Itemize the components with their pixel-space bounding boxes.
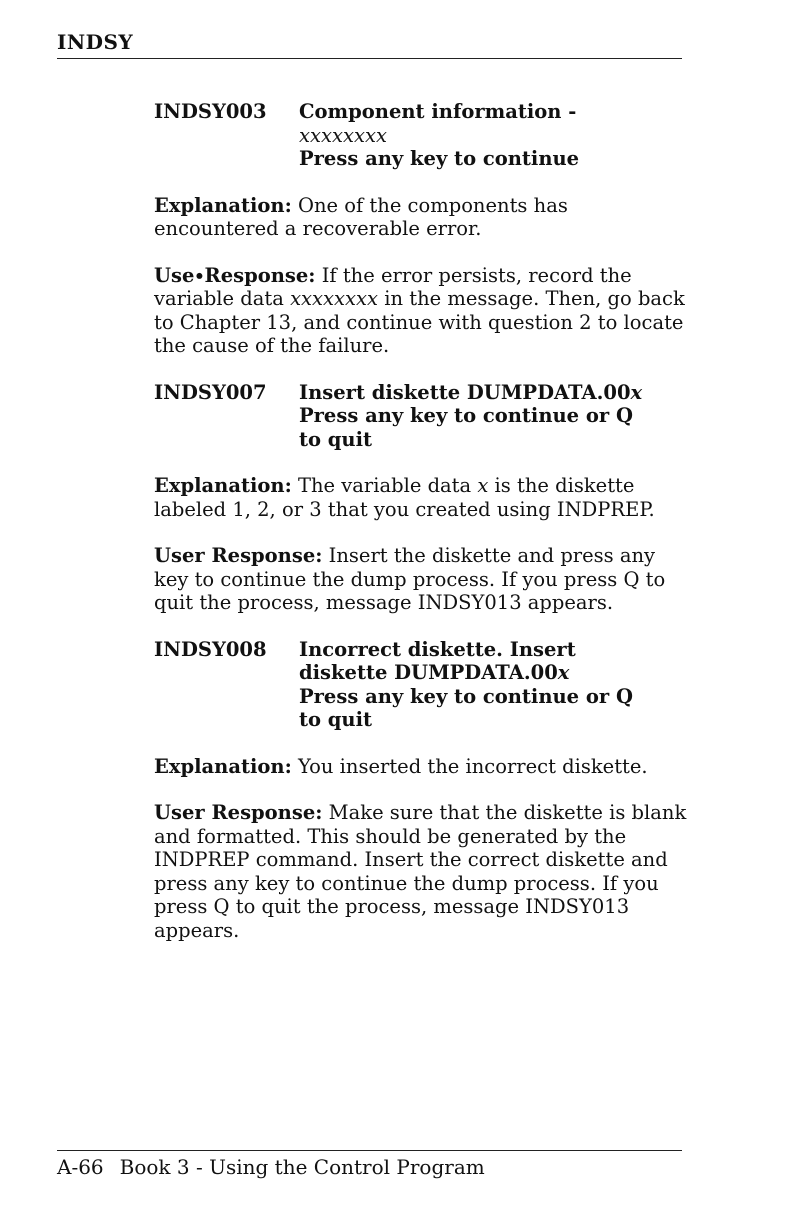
message-variable: x [630,380,643,404]
user-response-text: in the message. Then, go back to Chapter 13, and continue with question 2 to locate the cause of the failure. [154,287,685,357]
message-id: INDSY003 [154,100,267,123]
explanation-label: Explanation: [154,474,292,497]
explanation-paragraph [154,194,694,241]
message-text-line: to quit [299,708,373,731]
message-text [299,100,694,171]
explanation-variable: x [477,474,489,497]
message-text-line [299,661,694,685]
page-footer [57,1150,682,1179]
user-response-paragraph [154,801,694,942]
message-text-fragment: Insert diskette DUMPDATA.00 [299,380,631,404]
message-text-line: to quit [299,427,373,451]
message-text-line: Press any key to continue [299,147,580,170]
user-response-text: If the error persists, record the variable data [154,263,632,310]
user-response-variable: xxxxxxxx [290,287,379,310]
explanation-paragraph [154,474,694,521]
message-text [299,381,694,452]
message-variable: xxxxxxxx [299,123,387,147]
user-response-paragraph [154,264,694,358]
message-heading-indsy007 [154,381,694,452]
explanation-text: is the diskette labeled 1, 2, or 3 that you created using INDPREP. [154,474,655,521]
book-title: Book 3 - Using the Control Program [119,1155,485,1179]
message-heading-indsy003 [154,100,694,171]
message-variable: x [557,661,570,684]
message-heading-indsy008 [154,638,694,732]
user-response-paragraph [154,544,694,615]
user-response-label: Use∙Response: [154,263,316,287]
explanation-label: Explanation: [154,193,292,217]
message-list [154,100,694,965]
user-response-text: Insert the diskette and press any key to continue the dump process. If you press Q to quit the process, message INDSY013 appears. [154,544,666,614]
message-text-fragment: diskette DUMPDATA.00 [299,661,558,684]
message-text [299,638,694,732]
explanation-text: You inserted the incorrect diskette. [297,754,648,778]
user-response-label: User Response: [154,544,323,567]
message-id: INDSY008 [154,637,267,661]
page-number: A-66 [57,1155,104,1179]
message-text-line: Component information - [299,100,577,123]
page-header [57,30,682,59]
message-text-line: Press any key to continue or Q [299,684,633,708]
explanation-paragraph [154,755,694,779]
message-text-line: Incorrect diskette. Insert [299,637,576,661]
message-text-line [299,381,694,405]
explanation-label: Explanation: [154,754,292,778]
user-response-text: Make sure that the diskette is blank and formatted. This should be generated by the INDPREP command. Insert the correct diskette and press any key to continue the dump process. If you press Q to quit the process, message INDSY013 appears. [154,801,687,942]
user-response-label: User Response: [154,801,323,824]
message-id: INDSY007 [154,380,267,404]
explanation-text: The variable data [297,474,478,497]
page-header-title: INDSY [57,30,134,54]
message-text-line: Press any key to continue or Q [299,404,633,427]
explanation-text: One of the components has encountered a recoverable error. [154,193,568,240]
